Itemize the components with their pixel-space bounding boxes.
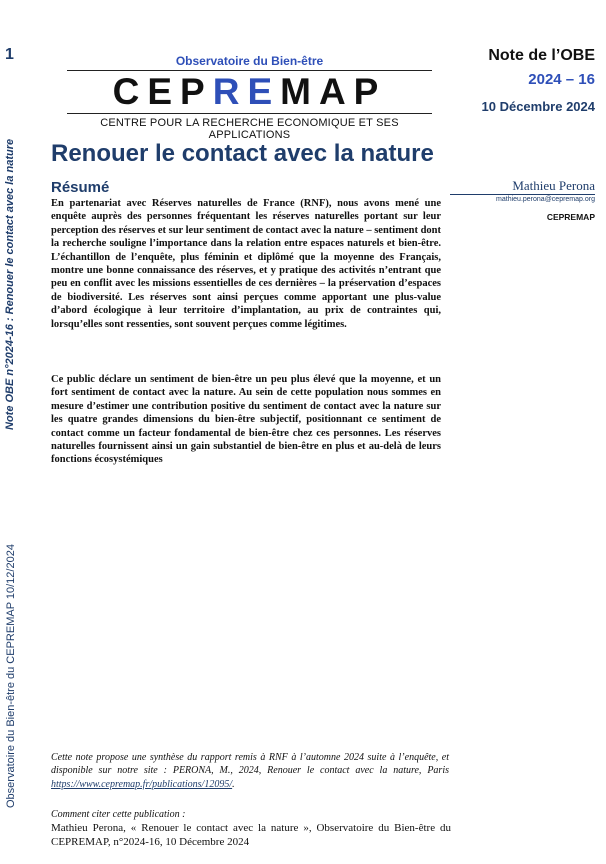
logo-text-accent: RE <box>212 71 281 112</box>
page-title: Renouer le contact avec la nature <box>51 140 434 167</box>
author-divider <box>450 194 595 195</box>
abstract-paragraph-1: En partenariat avec Réserves naturelles de France (RNF), nous avons mené une enquête auprès des personnes fréquentant les réserves naturelles portant sur leur perception des réserves et sur leur sentiment de contact avec la nature – sentiment dont la recherche souligne l’importance dans la relation entre espaces naturels et bien-être. L’échantillon de l’enquête, plus féminin et diplômé que la moyenne des Français, montre une bonne connaissance des réserves, et y pratique des activités n’entrant que peu en conflit avec les missions essentielles de ces dernières – la préservation d’espaces de biodiversité. Les réserves sont ainsi perçues comme apportant une plus-value d’abord écologique à leur territoire d’implantation, au prix de contraintes qui, lorsqu’elles sont ressenties, sont souvent perçues comme légitimes. <box>51 198 441 330</box>
logo-text-end: MAP <box>280 71 387 112</box>
author-email[interactable]: mathieu.perona@cepremap.org <box>496 196 595 203</box>
footnote <box>51 751 449 791</box>
author-name: Mathieu Perona <box>512 178 595 193</box>
note-date: 10 Décembre 2024 <box>481 99 595 114</box>
header-rule-bottom <box>67 113 432 114</box>
author-affiliation: CEPREMAP <box>546 212 595 222</box>
abstract-paragraph-2: Ce public déclare un sentiment de bien-être un peu plus élevé que la moyenne, et un fort sentiment de contact avec la nature. Au sein de cette population nous sommes en mesure d’estimer une contribution positive du sentiment de contact avec la nature sur les quatre grandes dimensions du bien-être subjectif, positionnant ce sentiment de contact comme un facteur fondamental de bien-être chez ces personnes. Les réserves naturelles fournissent ainsi un gain substantiel de bien-être en plus et au-delà de leurs fonctions écosystémiques <box>51 374 441 466</box>
citation-text: Mathieu Perona, « Renouer le contact avec la nature », Observatoire du Bien-être du CEPREMAP, n°2024-16, 10 Décembre 2024 <box>51 822 451 848</box>
footnote-end: . <box>232 778 235 790</box>
note-label: Note de l’OBE <box>488 47 595 64</box>
logo-text-start: CEP <box>112 71 213 112</box>
citation-label: Comment citer cette publication : <box>51 809 186 820</box>
note-number: 2024 – 16 <box>528 71 595 88</box>
section-heading: Résumé <box>51 179 110 196</box>
institution-subtitle: CENTRE POUR LA RECHERCHE ECONOMIQUE ET SES APPLICATIONS <box>100 117 399 141</box>
side-footer: Observatoire du Bien-être du CEPREMAP 10/12/2024 <box>5 544 17 808</box>
observatory-name: Observatoire du Bien-être <box>175 54 324 68</box>
page-number: 1 <box>5 46 14 63</box>
report-link[interactable]: https://www.cepremap.fr/publications/12095/ <box>51 778 233 790</box>
footnote-text: Cette note propose une synthèse du rapport remis à RNF à l’automne 2024 suite à l’enquête, et disponible sur notre site : PERONA, M., 2024, Renouer le contact avec la nature, Paris <box>51 752 449 777</box>
side-note-title: Note OBE n°2024-16 : Renouer le contact avec la nature <box>4 138 16 430</box>
cepremap-logo <box>67 72 432 112</box>
